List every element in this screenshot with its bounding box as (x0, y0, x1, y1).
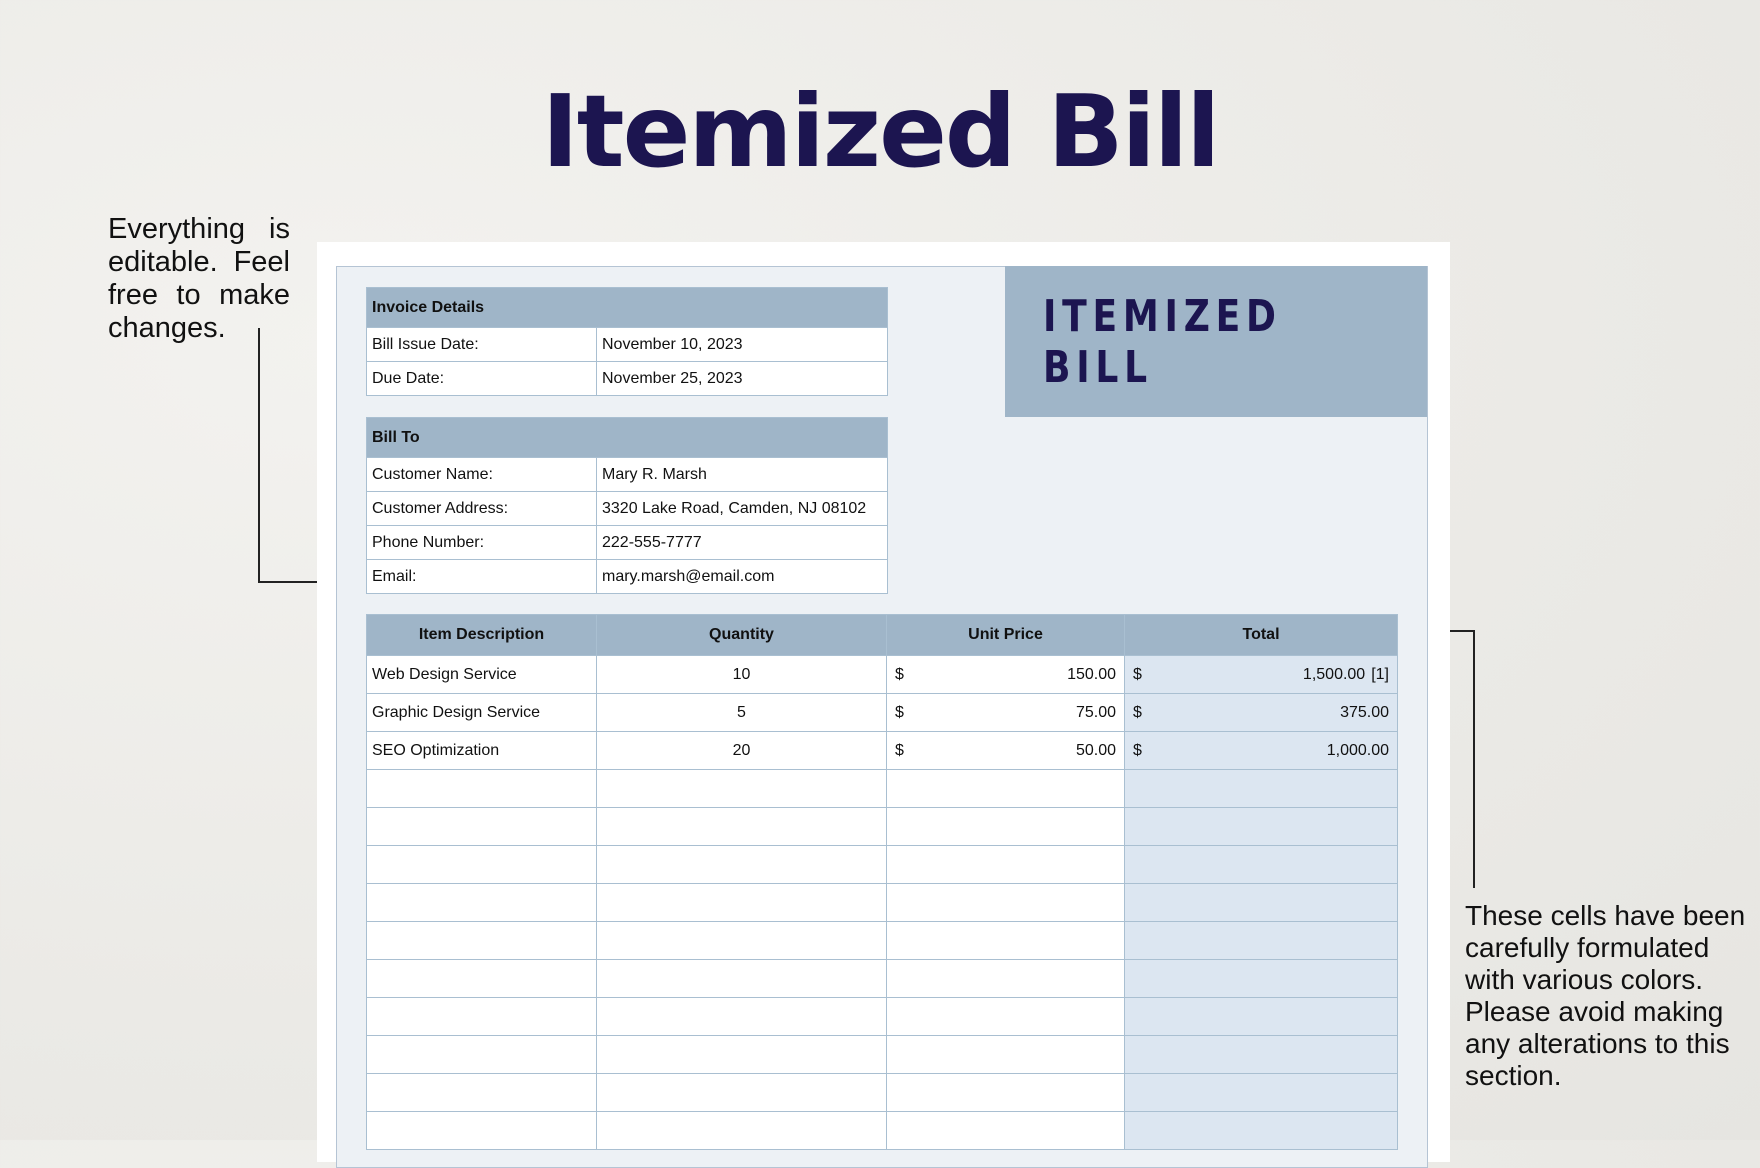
empty-cell[interactable] (367, 1074, 597, 1112)
item-total[interactable] (1125, 656, 1398, 694)
formula-warning-note: These cells have been carefully formulated with various colors. Please avoid making any alterations to this section. (1465, 900, 1746, 1091)
empty-total-cell[interactable] (1125, 998, 1398, 1036)
currency-symbol: $ (895, 703, 904, 721)
empty-row (367, 960, 1398, 998)
table-row (367, 694, 1398, 732)
empty-row (367, 1112, 1398, 1150)
phone-value[interactable]: 222-555-7777 (597, 526, 888, 560)
empty-row (367, 770, 1398, 808)
invoice-details-table (366, 287, 888, 396)
currency-symbol: $ (1133, 741, 1142, 759)
note-connector-vertical (258, 328, 260, 583)
empty-row (367, 998, 1398, 1036)
item-unit-price[interactable] (887, 694, 1125, 732)
empty-cell[interactable] (887, 1074, 1125, 1112)
empty-cell[interactable] (367, 846, 597, 884)
empty-row (367, 922, 1398, 960)
col-header-total[interactable]: Total (1125, 615, 1398, 656)
empty-cell[interactable] (887, 1112, 1125, 1150)
empty-cell[interactable] (887, 998, 1125, 1036)
unit-price-value: 75.00 (1075, 703, 1116, 721)
empty-total-cell[interactable] (1125, 846, 1398, 884)
item-quantity[interactable]: 20 (597, 732, 887, 770)
due-date-value[interactable]: November 25, 2023 (597, 362, 888, 396)
customer-name-label[interactable]: Customer Name: (367, 458, 597, 492)
brand-banner (1005, 266, 1427, 417)
item-quantity[interactable]: 5 (597, 694, 887, 732)
bracket-vertical (1473, 630, 1475, 888)
phone-label[interactable]: Phone Number: (367, 526, 597, 560)
due-date-label[interactable]: Due Date: (367, 362, 597, 396)
currency-symbol: $ (895, 665, 904, 683)
empty-cell[interactable] (597, 846, 887, 884)
empty-total-cell[interactable] (1125, 884, 1398, 922)
empty-cell[interactable] (887, 884, 1125, 922)
empty-cell[interactable] (887, 922, 1125, 960)
empty-cell[interactable] (367, 1112, 597, 1150)
item-unit-price[interactable] (887, 656, 1125, 694)
currency-symbol: $ (1133, 665, 1142, 683)
empty-total-cell[interactable] (1125, 808, 1398, 846)
empty-cell[interactable] (367, 960, 597, 998)
issue-date-label[interactable]: Bill Issue Date: (367, 328, 597, 362)
page-title: Itemized Bill (541, 73, 1219, 190)
note-connector-horizontal (258, 581, 326, 583)
customer-name-value[interactable]: Mary R. Marsh (597, 458, 888, 492)
empty-cell[interactable] (367, 808, 597, 846)
item-quantity[interactable]: 10 (597, 656, 887, 694)
col-header-unit-price[interactable]: Unit Price (887, 615, 1125, 656)
empty-cell[interactable] (597, 960, 887, 998)
empty-cell[interactable] (367, 998, 597, 1036)
empty-cell[interactable] (597, 1074, 887, 1112)
col-header-description[interactable]: Item Description (367, 615, 597, 656)
footnote-ref: [1] (1371, 665, 1389, 683)
item-description[interactable]: Web Design Service (367, 656, 597, 694)
empty-cell[interactable] (367, 884, 597, 922)
email-value[interactable]: mary.marsh@email.com (597, 560, 888, 594)
empty-cell[interactable] (367, 770, 597, 808)
empty-cell[interactable] (887, 770, 1125, 808)
empty-cell[interactable] (367, 922, 597, 960)
empty-cell[interactable] (597, 922, 887, 960)
empty-cell[interactable] (597, 770, 887, 808)
total-value: 1,000.00 (1326, 741, 1389, 759)
item-description[interactable]: SEO Optimization (367, 732, 597, 770)
table-row (367, 732, 1398, 770)
item-total[interactable] (1125, 732, 1398, 770)
empty-cell[interactable] (367, 1036, 597, 1074)
empty-cell[interactable] (597, 884, 887, 922)
item-total[interactable] (1125, 694, 1398, 732)
total-value: 1,500.00 (1302, 665, 1366, 683)
empty-cell[interactable] (887, 846, 1125, 884)
empty-row (367, 808, 1398, 846)
empty-row (367, 1074, 1398, 1112)
empty-row (367, 846, 1398, 884)
bill-to-table (366, 417, 888, 594)
empty-cell[interactable] (887, 960, 1125, 998)
empty-row (367, 1036, 1398, 1074)
item-unit-price[interactable] (887, 732, 1125, 770)
empty-cell[interactable] (597, 1112, 887, 1150)
invoice-details-header[interactable]: Invoice Details (367, 288, 888, 328)
empty-row (367, 884, 1398, 922)
table-row (367, 656, 1398, 694)
email-label[interactable]: Email: (367, 560, 597, 594)
empty-cell[interactable] (597, 998, 887, 1036)
unit-price-value: 150.00 (1067, 665, 1116, 683)
empty-cell[interactable] (887, 1036, 1125, 1074)
editable-note: Everything is editable. Feel free to make changes. (108, 213, 290, 344)
brand-title: ITEMIZED BILL (1042, 290, 1282, 393)
empty-total-cell[interactable] (1125, 1074, 1398, 1112)
items-table (366, 614, 1398, 1150)
empty-cell[interactable] (597, 808, 887, 846)
empty-total-cell[interactable] (1125, 922, 1398, 960)
unit-price-value: 50.00 (1075, 741, 1116, 759)
currency-symbol: $ (895, 741, 904, 759)
customer-address-label[interactable]: Customer Address: (367, 492, 597, 526)
currency-symbol: $ (1133, 703, 1142, 721)
customer-address-value[interactable]: 3320 Lake Road, Camden, NJ 08102 (597, 492, 888, 526)
item-description[interactable]: Graphic Design Service (367, 694, 597, 732)
issue-date-value[interactable]: November 10, 2023 (597, 328, 888, 362)
empty-cell[interactable] (597, 1036, 887, 1074)
empty-total-cell[interactable] (1125, 960, 1398, 998)
empty-total-cell[interactable] (1125, 770, 1398, 808)
bill-to-header[interactable]: Bill To (367, 418, 888, 458)
empty-total-cell[interactable] (1125, 1112, 1398, 1150)
col-header-quantity[interactable]: Quantity (597, 615, 887, 656)
total-value: 375.00 (1340, 703, 1389, 721)
empty-total-cell[interactable] (1125, 1036, 1398, 1074)
empty-cell[interactable] (887, 808, 1125, 846)
